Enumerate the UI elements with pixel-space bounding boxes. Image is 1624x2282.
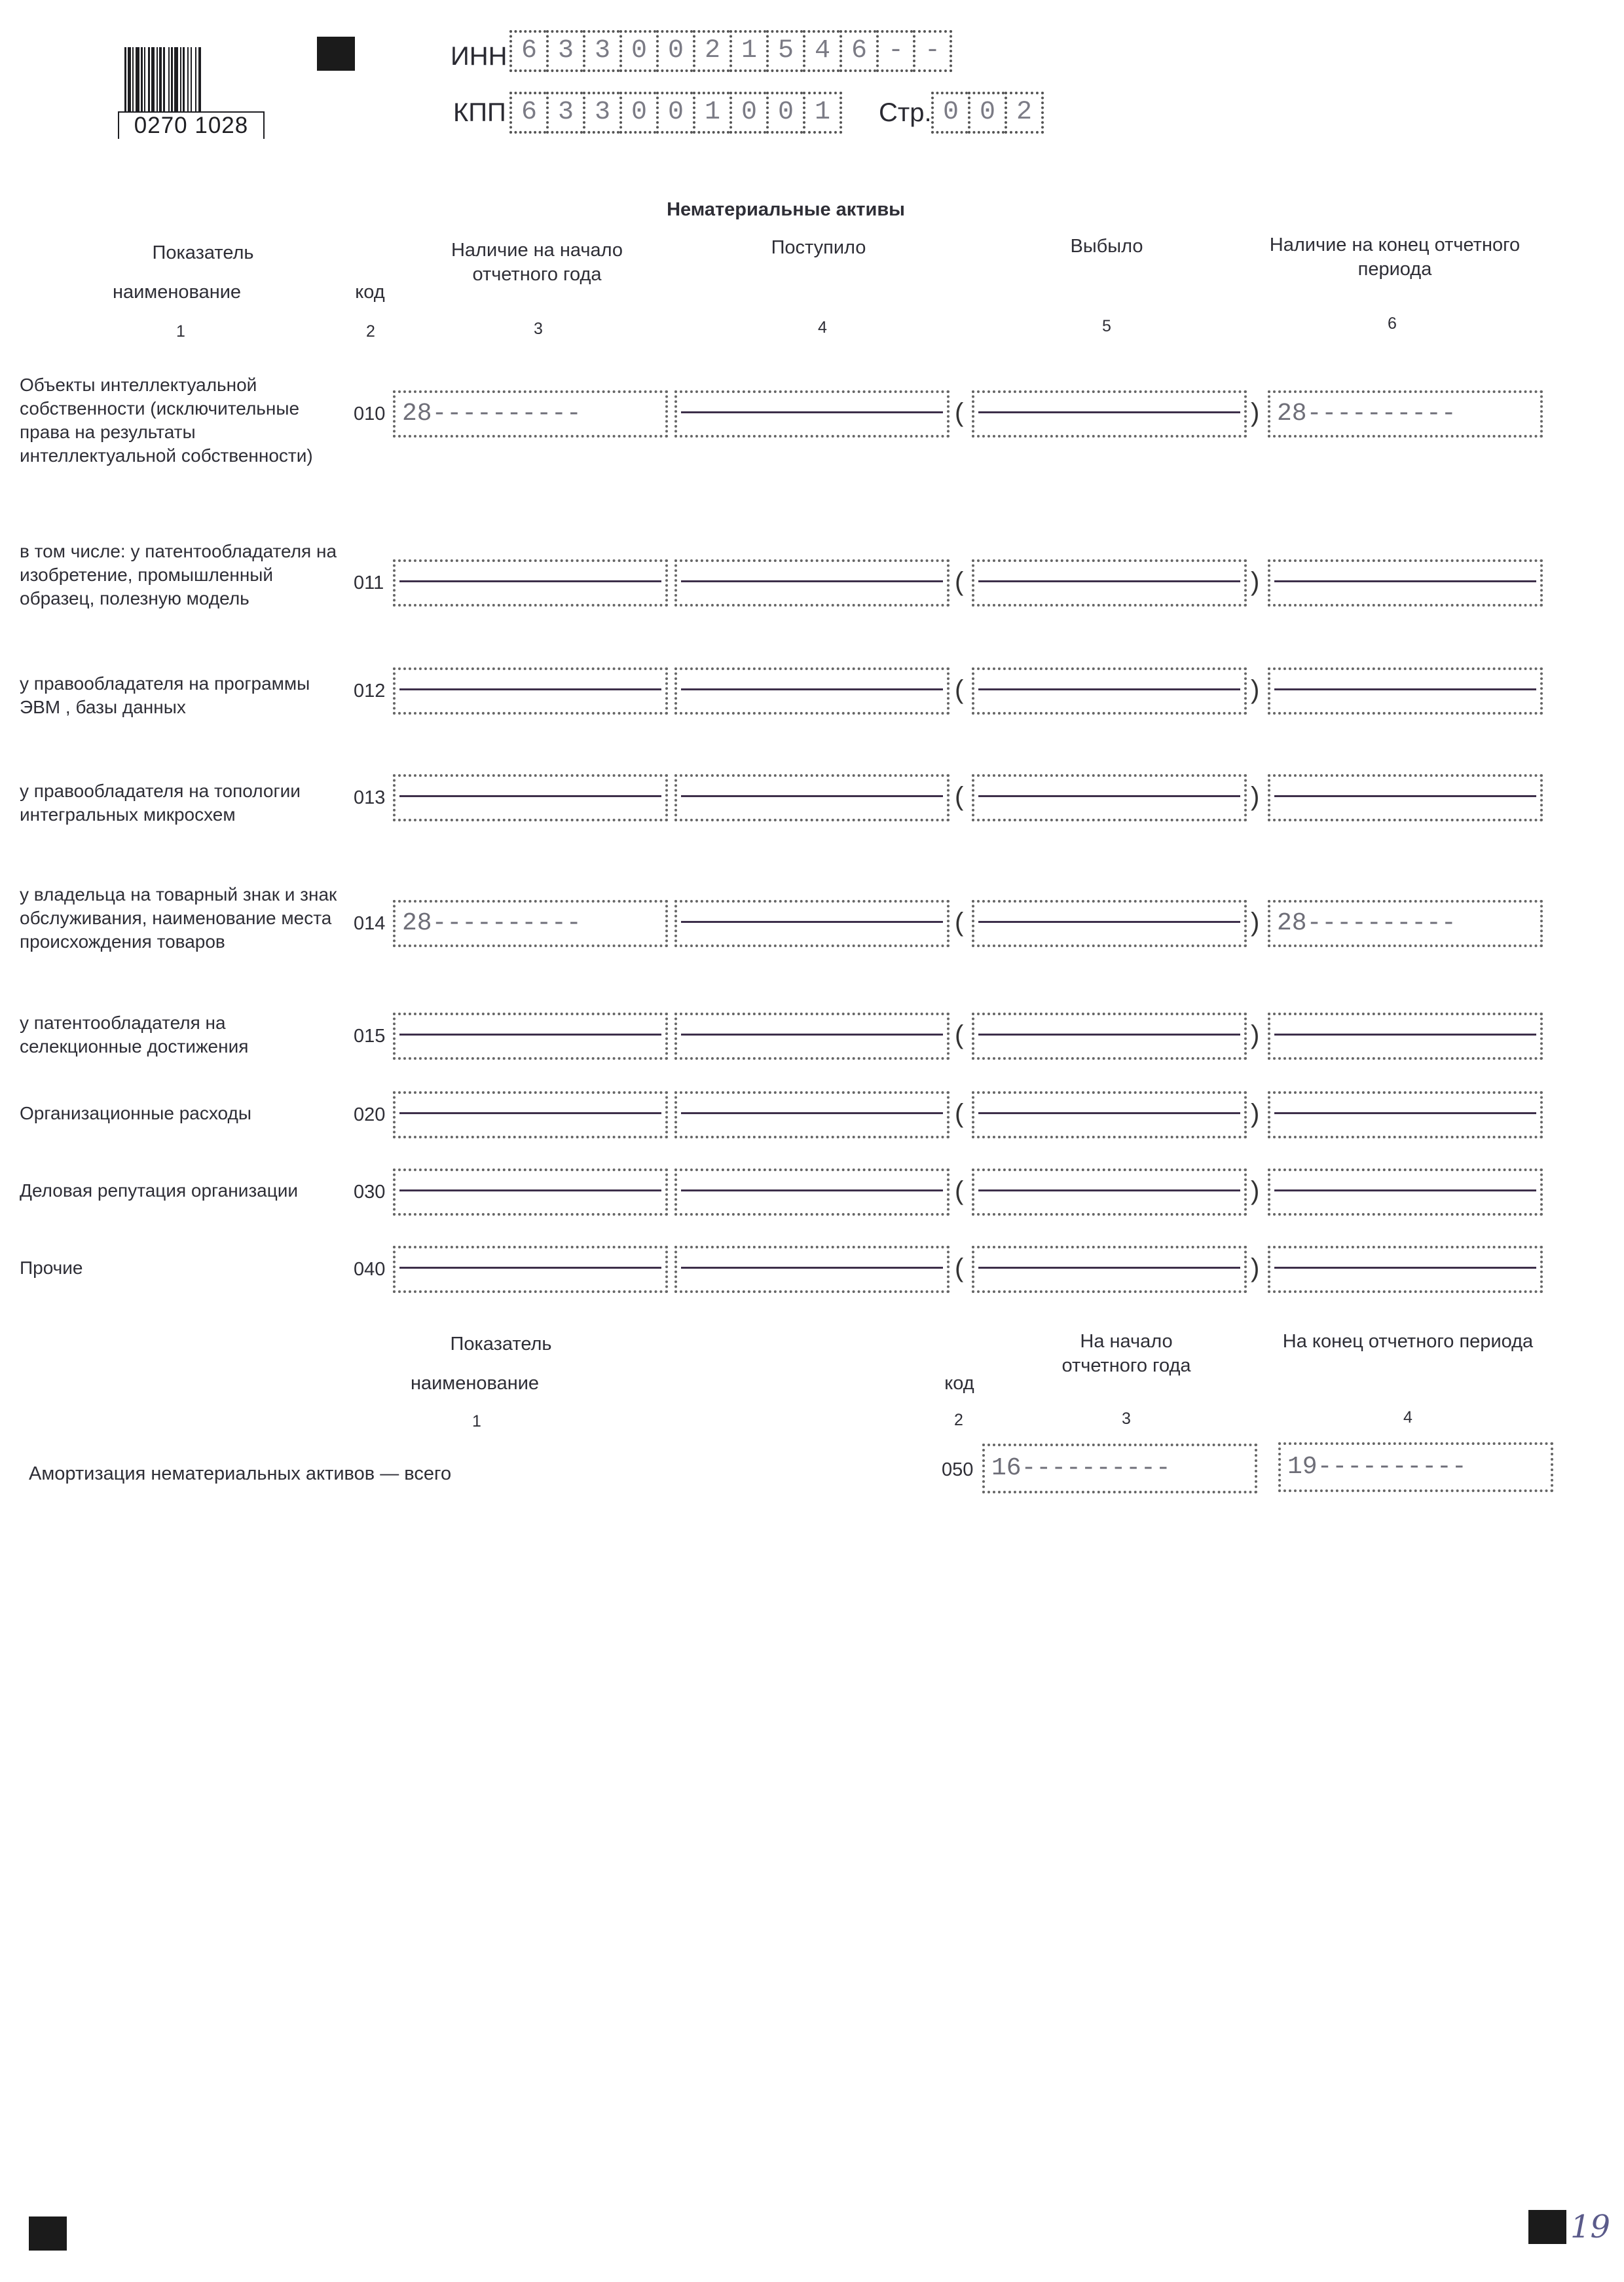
empty-dash (978, 1112, 1240, 1114)
row-start-field[interactable] (393, 1013, 668, 1060)
row-value: 28---------- (1277, 909, 1456, 937)
row-code: 030 (354, 1182, 386, 1203)
row-start-field[interactable] (393, 667, 668, 715)
inn-cell[interactable]: 3 (583, 30, 619, 72)
inn-cell[interactable]: 3 (546, 30, 583, 72)
row-label: Организационные расходы (20, 1103, 251, 1123)
paren-open: ( (955, 908, 964, 937)
empty-dash (399, 688, 661, 690)
empty-dash (978, 795, 1240, 797)
row-label: у владельца на товарный знак и знак обслуживания, наименование места происхождения товаров (20, 884, 337, 952)
inn-cell[interactable]: 4 (803, 30, 840, 72)
row-label: Объекты интеллектуальной собственности (исключительные права на результаты интеллектуальной собственности) (20, 375, 313, 466)
row-disposed-field[interactable] (972, 1013, 1247, 1060)
col-num-3: 3 (534, 320, 543, 338)
row-end-field[interactable] (1268, 900, 1543, 947)
empty-dash (978, 1034, 1240, 1036)
alignment-mark-bottom-left (29, 2217, 67, 2251)
empty-dash (681, 1267, 943, 1269)
row-start-field[interactable] (393, 559, 668, 607)
row-end-field[interactable] (1268, 1013, 1543, 1060)
empty-dash (1274, 1189, 1536, 1191)
col-num-1: 1 (176, 322, 185, 341)
paren-open: ( (955, 1020, 964, 1049)
row-value: 28---------- (402, 400, 581, 428)
page-cell[interactable]: 0 (968, 92, 1005, 134)
row-start-field[interactable] (393, 1169, 668, 1216)
amort-num-4: 4 (1403, 1408, 1412, 1427)
amort-row-code: 050 (942, 1459, 974, 1480)
col-name: наименование (112, 282, 242, 303)
row-received-field[interactable] (674, 774, 950, 821)
inn-cells (509, 30, 952, 72)
amort-num-2: 2 (954, 1411, 963, 1429)
col-disposed: Выбыло (1070, 236, 1143, 257)
paren-open: ( (955, 782, 964, 811)
paren-open: ( (955, 398, 964, 427)
paren-close: ) (1251, 782, 1260, 811)
amort-num-3: 3 (1122, 1410, 1131, 1428)
row-end-field[interactable] (1268, 390, 1543, 438)
kpp-cell[interactable]: 0 (766, 92, 803, 134)
row-received-field[interactable] (674, 1013, 950, 1060)
barcode-number: 0270 1028 (118, 111, 265, 139)
col-num-4: 4 (818, 318, 827, 337)
empty-dash (681, 411, 943, 413)
col-received: Поступило (771, 237, 866, 258)
kpp-cell[interactable]: 0 (656, 92, 693, 134)
amort-col-end: На конец отчетного периода (1282, 1331, 1534, 1352)
paren-close: ) (1251, 675, 1260, 704)
page-cell[interactable]: 2 (1005, 92, 1044, 134)
row-start-field[interactable] (393, 1246, 668, 1293)
empty-dash (399, 580, 661, 582)
row-disposed-field[interactable] (972, 1091, 1247, 1138)
row-received-field[interactable] (674, 667, 950, 715)
row-end-field[interactable] (1268, 1169, 1543, 1216)
empty-dash (978, 688, 1240, 690)
row-disposed-field[interactable] (972, 390, 1247, 438)
amort-end-field[interactable] (1278, 1442, 1553, 1492)
empty-dash (1274, 1267, 1536, 1269)
row-start-field[interactable] (393, 900, 668, 947)
paren-open: ( (955, 1254, 964, 1282)
col-num-6: 6 (1388, 314, 1397, 333)
row-code: 013 (354, 787, 386, 808)
row-end-field[interactable] (1268, 1091, 1543, 1138)
inn-cell[interactable]: 1 (729, 30, 766, 72)
row-start-field[interactable] (393, 774, 668, 821)
kpp-cell[interactable]: 1 (693, 92, 729, 134)
empty-dash (1274, 1112, 1536, 1114)
inn-cell[interactable]: - (876, 30, 913, 72)
empty-dash (399, 1189, 661, 1191)
col-end-period: Наличие на конец отчетного периода (1269, 234, 1521, 280)
paren-close: ) (1251, 567, 1260, 596)
row-value: 28---------- (402, 909, 581, 937)
amort-col-name: наименование (410, 1373, 540, 1394)
inn-cell[interactable]: 2 (693, 30, 729, 72)
row-code: 011 (354, 572, 384, 593)
empty-dash (681, 1112, 943, 1114)
empty-dash (399, 1112, 661, 1114)
row-received-field[interactable] (674, 390, 950, 438)
alignment-mark-top (317, 37, 355, 71)
empty-dash (399, 1034, 661, 1036)
empty-dash (978, 411, 1240, 413)
alignment-mark-bottom-right (1528, 2210, 1566, 2244)
page-cell[interactable]: 0 (931, 92, 968, 134)
kpp-cell[interactable]: 3 (583, 92, 619, 134)
section-title: Нематериальные активы (667, 199, 905, 220)
row-received-field[interactable] (674, 900, 950, 947)
empty-dash (681, 1034, 943, 1036)
row-code: 012 (354, 681, 386, 701)
col-num-2: 2 (366, 322, 375, 341)
empty-dash (1274, 688, 1536, 690)
row-code: 010 (354, 403, 386, 424)
inn-label: ИНН (451, 42, 507, 71)
paren-close: ) (1251, 1020, 1260, 1049)
paren-close: ) (1251, 398, 1260, 427)
row-disposed-field[interactable] (972, 900, 1247, 947)
row-label: Прочие (20, 1258, 83, 1278)
empty-dash (399, 795, 661, 797)
barcode-bar (201, 47, 202, 113)
paren-open: ( (955, 1099, 964, 1128)
barcode (118, 47, 262, 136)
empty-dash (978, 1189, 1240, 1191)
row-end-field[interactable] (1268, 667, 1543, 715)
empty-dash (1274, 1034, 1536, 1036)
page-number-handwritten: 19 (1570, 2209, 1611, 2245)
amort-col-code: код (944, 1373, 974, 1394)
row-code: 015 (354, 1026, 386, 1047)
empty-dash (1274, 580, 1536, 582)
row-code: 014 (354, 913, 386, 934)
empty-dash (978, 1267, 1240, 1269)
empty-dash (681, 1189, 943, 1191)
inn-cell[interactable]: 0 (656, 30, 693, 72)
inn-cell[interactable]: 0 (619, 30, 656, 72)
inn-cell[interactable]: 6 (840, 30, 876, 72)
amort-col-indicator: Показатель (450, 1334, 552, 1355)
row-code: 020 (354, 1104, 386, 1125)
amort-start-field[interactable] (982, 1444, 1257, 1493)
inn-cell[interactable]: 6 (509, 30, 546, 72)
kpp-cell[interactable]: 0 (729, 92, 766, 134)
inn-cell[interactable]: - (913, 30, 952, 72)
col-num-5: 5 (1102, 317, 1111, 335)
row-received-field[interactable] (674, 559, 950, 607)
col-indicator: Показатель (152, 242, 254, 263)
kpp-cell[interactable]: 6 (509, 92, 546, 134)
amort-row-label: Амортизация нематериальных активов — всего (29, 1463, 452, 1484)
empty-dash (681, 688, 943, 690)
row-received-field[interactable] (674, 1246, 950, 1293)
page-label: Стр. (879, 98, 932, 127)
row-disposed-field[interactable] (972, 774, 1247, 821)
empty-dash (399, 1267, 661, 1269)
row-disposed-field[interactable] (972, 1246, 1247, 1293)
row-label: у правообладателя на программы ЭВМ , базы данных (20, 673, 310, 717)
empty-dash (681, 921, 943, 923)
paren-open: ( (955, 567, 964, 596)
amort-end-value: 19---------- (1287, 1453, 1467, 1481)
col-code: код (355, 282, 385, 303)
kpp-cell[interactable]: 3 (546, 92, 583, 134)
empty-dash (978, 921, 1240, 923)
row-disposed-field[interactable] (972, 559, 1247, 607)
row-label: в том числе: у патентообладателя на изобретение, промышленный образец, полезную модель (20, 541, 337, 608)
kpp-cells (509, 92, 842, 134)
amort-start-value: 16---------- (991, 1454, 1171, 1482)
row-start-field[interactable] (393, 390, 668, 438)
amort-col-start: На начало отчетного года (1061, 1331, 1191, 1376)
row-end-field[interactable] (1268, 774, 1543, 821)
row-label: Деловая репутация организации (20, 1180, 299, 1201)
row-disposed-field[interactable] (972, 1169, 1247, 1216)
paren-open: ( (955, 1176, 964, 1205)
empty-dash (681, 580, 943, 582)
empty-dash (978, 580, 1240, 582)
barcode-bars (124, 47, 259, 113)
row-end-field[interactable] (1268, 559, 1543, 607)
row-value: 28---------- (1277, 400, 1456, 428)
kpp-cell[interactable]: 1 (803, 92, 842, 134)
page-cells (931, 92, 1044, 134)
row-start-field[interactable] (393, 1091, 668, 1138)
empty-dash (1274, 795, 1536, 797)
inn-cell[interactable]: 5 (766, 30, 803, 72)
row-received-field[interactable] (674, 1091, 950, 1138)
paren-close: ) (1251, 908, 1260, 937)
empty-dash (681, 795, 943, 797)
row-code: 040 (354, 1259, 386, 1280)
row-received-field[interactable] (674, 1169, 950, 1216)
paren-close: ) (1251, 1099, 1260, 1128)
paren-close: ) (1251, 1254, 1260, 1282)
row-label: у патентообладателя на селекционные достижения (20, 1013, 249, 1057)
amort-num-1: 1 (472, 1412, 481, 1431)
kpp-label: КПП (453, 98, 506, 127)
kpp-cell[interactable]: 0 (619, 92, 656, 134)
col-start-year: Наличие на начало отчетного года (451, 240, 623, 285)
row-label: у правообладателя на топологии интегральных микросхем (20, 781, 301, 825)
row-disposed-field[interactable] (972, 667, 1247, 715)
paren-open: ( (955, 675, 964, 704)
row-end-field[interactable] (1268, 1246, 1543, 1293)
paren-close: ) (1251, 1176, 1260, 1205)
